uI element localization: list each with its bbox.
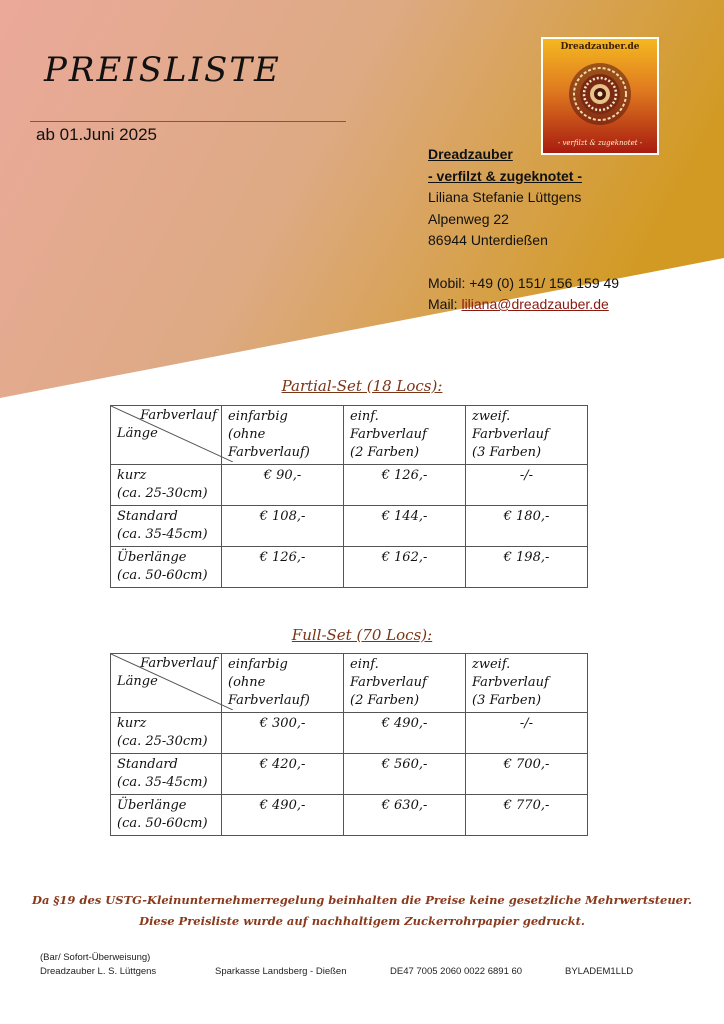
table-row bbox=[111, 795, 588, 836]
table-header-row bbox=[111, 654, 588, 713]
full-set-title: Full-Set (70 Locs): bbox=[291, 626, 433, 644]
payment-method: (Bar/ Sofort-Überweisung) bbox=[40, 952, 151, 963]
price-cell: -/- bbox=[466, 465, 588, 506]
price-cell: € 126,- bbox=[344, 465, 466, 506]
logo-tagline-text: - verfilzt & zugeknotet - bbox=[557, 139, 643, 147]
city: 86944 Unterdießen bbox=[428, 232, 548, 248]
price-cell: € 770,- bbox=[466, 795, 588, 836]
row-length-label: Standard (ca. 35-45cm) bbox=[111, 754, 222, 795]
corner-header-length: Länge bbox=[117, 426, 158, 441]
page-title: PREISLISTE bbox=[44, 50, 281, 90]
table-row bbox=[111, 754, 588, 795]
corner-header-colour: Farbverlauf bbox=[140, 408, 217, 423]
header-einfarbig: einfarbig (ohne Farbverlauf) bbox=[222, 654, 344, 713]
price-cell: € 420,- bbox=[222, 754, 344, 795]
price-cell: € 90,- bbox=[222, 465, 344, 506]
table-header-row bbox=[111, 406, 588, 465]
table-row bbox=[111, 506, 588, 547]
mandala-icon bbox=[567, 54, 633, 134]
row-length-label: kurz (ca. 25-30cm) bbox=[111, 713, 222, 754]
partial-set-title: Partial-Set (18 Locs): bbox=[281, 377, 443, 395]
price-cell: € 630,- bbox=[344, 795, 466, 836]
price-cell: € 300,- bbox=[222, 713, 344, 754]
corner-header-cell bbox=[111, 406, 222, 465]
price-cell: -/- bbox=[466, 713, 588, 754]
tax-notice: Da §19 des USTG-Kleinunternehmerregelung beinhalten die Preise keine gesetzliche Mehrwertsteuer. bbox=[31, 893, 693, 907]
price-cell: € 198,- bbox=[466, 547, 588, 588]
price-cell: € 108,- bbox=[222, 506, 344, 547]
paper-notice: Diese Preisliste wurde auf nachhaltigem Zuckerrohrpapier gedruckt. bbox=[139, 914, 585, 928]
header-zweif-farbverlauf: zweif. Farbverlauf (3 Farben) bbox=[466, 406, 588, 465]
row-length-label: kurz (ca. 25-30cm) bbox=[111, 465, 222, 506]
header-zweif-farbverlauf: zweif. Farbverlauf (3 Farben) bbox=[466, 654, 588, 713]
table-row bbox=[111, 465, 588, 506]
brand-logo bbox=[541, 37, 659, 155]
title-divider bbox=[30, 121, 346, 122]
price-cell: € 162,- bbox=[344, 547, 466, 588]
logo-brand-text: Dreadzauber.de bbox=[560, 42, 640, 52]
mail-label: Mail: bbox=[428, 296, 462, 312]
price-cell: € 700,- bbox=[466, 754, 588, 795]
table-row bbox=[111, 547, 588, 588]
price-cell: € 180,- bbox=[466, 506, 588, 547]
row-length-label: Standard (ca. 35-45cm) bbox=[111, 506, 222, 547]
price-cell: € 490,- bbox=[222, 795, 344, 836]
table-row bbox=[111, 713, 588, 754]
mobile-number: Mobil: +49 (0) 151/ 156 159 49 bbox=[428, 274, 620, 291]
full-set-table bbox=[110, 653, 588, 836]
row-length-label: Überlänge (ca. 50-60cm) bbox=[111, 547, 222, 588]
email-link[interactable]: liliana@dreadzauber.de bbox=[461, 296, 609, 312]
company-slogan: - verfilzt & zugeknotet - bbox=[428, 167, 583, 184]
price-cell: € 560,- bbox=[344, 754, 466, 795]
row-length-label: Überlänge (ca. 50-60cm) bbox=[111, 795, 222, 836]
header-einf-farbverlauf: einf. Farbverlauf (2 Farben) bbox=[344, 406, 466, 465]
corner-header-length: Länge bbox=[117, 674, 158, 689]
street: Alpenweg 22 bbox=[428, 210, 509, 227]
company-name: Dreadzauber bbox=[428, 146, 513, 162]
owner-name: Liliana Stefanie Lüttgens bbox=[428, 189, 582, 205]
valid-from-date: ab 01.Juni 2025 bbox=[36, 125, 157, 144]
price-cell: € 126,- bbox=[222, 547, 344, 588]
sender-address bbox=[428, 144, 619, 316]
header-einf-farbverlauf: einf. Farbverlauf (2 Farben) bbox=[344, 654, 466, 713]
account-holder: Dreadzauber L. S. Lüttgens bbox=[40, 966, 157, 977]
price-cell: € 144,- bbox=[344, 506, 466, 547]
legal-notice bbox=[0, 890, 724, 932]
partial-set-table bbox=[110, 405, 588, 588]
price-cell: € 490,- bbox=[344, 713, 466, 754]
bank-name: Sparkasse Landsberg - Dießen bbox=[215, 966, 347, 977]
iban: DE47 7005 2060 0022 6891 60 bbox=[390, 966, 523, 977]
corner-header-colour: Farbverlauf bbox=[140, 656, 217, 671]
corner-header-cell bbox=[111, 654, 222, 713]
bic: BYLADEM1LLD bbox=[565, 966, 634, 977]
mail-line bbox=[428, 294, 619, 316]
header-einfarbig: einfarbig (ohne Farbverlauf) bbox=[222, 406, 344, 465]
